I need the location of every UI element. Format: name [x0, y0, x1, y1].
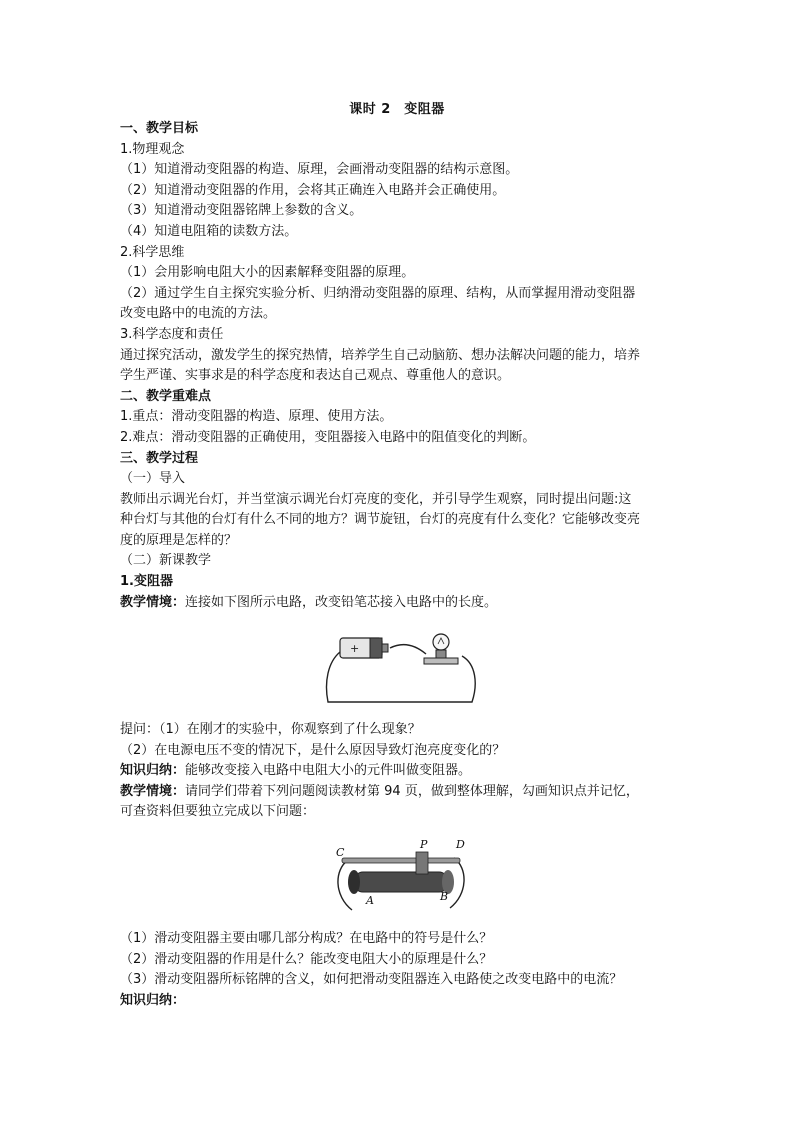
- rheostat-rod: [342, 858, 460, 863]
- subheading: 1.变阻器: [120, 574, 173, 590]
- section-heading: 三、教学过程: [120, 450, 199, 466]
- text: 能够改变接入电路中电阻大小的元件叫做变阻器。: [185, 763, 472, 779]
- subheading: （一）导入: [120, 471, 186, 487]
- list-item: （2）知道滑动变阻器的作用，会将其正确连入电路并会正确使用。: [120, 182, 506, 198]
- bulb: [424, 634, 458, 664]
- text: 请同学们带着下列问题阅读教材第 94 页，做到整体理解，勾画知识点并记忆，: [185, 783, 639, 799]
- objectives-section: [120, 119, 680, 613]
- paragraph-line: 种台灯与其他的台灯有什么不同的地方？调节旋钮，台灯的亮度有什么变化？它能够改变亮: [120, 512, 641, 528]
- list-item: （1）知道滑动变阻器的构造、原理，会画滑动变阻器的结构示意图。: [120, 162, 519, 178]
- label: 知识归纳：: [120, 992, 186, 1008]
- slider: [416, 852, 428, 874]
- section-heading: 二、教学重难点: [120, 388, 212, 404]
- list-item: （3）滑动变阻器所标铭牌的含义，如何把滑动变阻器连入电路使之改变电路中的电流？: [120, 972, 623, 988]
- list-item: （1）滑动变阻器主要由哪几部分构成？在电路中的符号是什么？: [120, 931, 493, 946]
- list-item: （2）通过学生自主探究实验分析、归纳滑动变阻器的原理、结构，从而掌握用滑动变阻器: [120, 285, 636, 301]
- paragraph-line: 通过探究活动，激发学生的探究热情，培养学生自己动脑筋、想办法解决问题的能力，培养: [120, 347, 641, 363]
- questions-section: [120, 929, 680, 1011]
- list-item: （2）滑动变阻器的作用是什么？能改变电阻大小的原理是什么？: [120, 951, 493, 967]
- paragraph-line: 2.难点：滑动变阻器的正确使用，变阻器接入电路中的阻值变化的判断。: [120, 429, 536, 445]
- section-heading: 一、教学目标: [120, 121, 199, 136]
- subheading: 3.科学态度和责任: [120, 326, 224, 342]
- label: 教学情境：: [120, 783, 186, 799]
- page-title: 课时 2 变阻器: [349, 102, 445, 117]
- subheading: （二）新课教学: [120, 553, 212, 569]
- battery-plus-sign: +: [350, 642, 360, 655]
- label: 知识归纳：: [120, 763, 186, 779]
- label: 提问：: [120, 722, 160, 737]
- label-a: A: [366, 894, 374, 907]
- label-p: P: [420, 838, 428, 851]
- paragraph-line: 学生严谨、实事求是的科学态度和表达自己观点、尊重他人的意识。: [120, 368, 511, 384]
- rheostat-coil: [348, 870, 454, 894]
- subheading: 1.物理观念: [120, 141, 185, 157]
- circuit-figure: [322, 632, 480, 708]
- list-item: 改变电路中的电流的方法。: [120, 306, 277, 322]
- rheostat-figure: [330, 836, 470, 916]
- battery: [340, 638, 388, 658]
- process-section: [120, 720, 680, 823]
- list-item: （4）知道电阻箱的读数方法。: [120, 223, 298, 239]
- label: 教学情境：: [120, 594, 186, 610]
- paragraph-line: [120, 782, 680, 803]
- paragraph-line: 度的原理是怎样的？: [120, 532, 238, 548]
- text: 连接如下图所示电路，改变铅笔芯接入电路中的长度。: [185, 594, 498, 610]
- label-b: B: [440, 890, 449, 903]
- list-item: （1）会用影响电阻大小的因素解释变阻器的原理。: [120, 265, 415, 281]
- paragraph-line: 教师出示调光台灯，并当堂演示调光台灯亮度的变化，并引导学生观察，同时提出问题:这: [120, 491, 632, 507]
- paragraph-line: [120, 593, 680, 614]
- paragraph-line: [120, 720, 680, 741]
- list-item: （3）知道滑动变阻器铭牌上参数的含义。: [120, 203, 363, 219]
- paragraph-line: 可查资料但要独立完成以下问题：: [120, 804, 316, 820]
- label-d: D: [456, 838, 465, 851]
- paragraph-line: [120, 761, 680, 782]
- text: （1）在刚才的实验中，你观察到了什么现象？: [159, 722, 421, 737]
- paragraph-line: 1.重点：滑动变阻器的构造、原理、使用方法。: [120, 409, 393, 425]
- label-c: C: [336, 846, 345, 859]
- paragraph-line: （2）在电源电压不变的情况下，是什么原因导致灯泡亮度变化的？: [120, 742, 506, 758]
- subheading: 2.科学思维: [120, 244, 185, 260]
